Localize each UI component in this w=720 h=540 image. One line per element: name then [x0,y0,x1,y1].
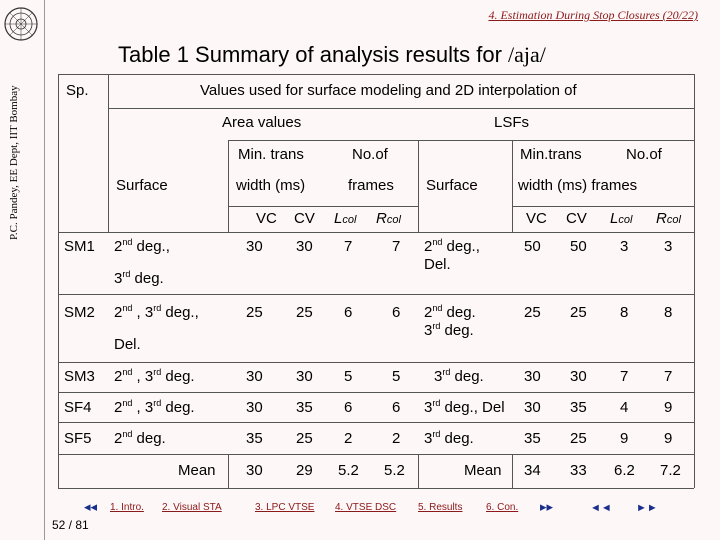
mean-rcol-2: 7.2 [660,462,681,479]
rcol-header-2: Rcol [656,210,681,227]
row-lcol: 5 [344,368,353,385]
row-rcol-2: 3 [664,238,673,255]
cv-header-2: CV [566,210,587,227]
row-vc-2: 25 [524,304,541,321]
row-surface-1: 2nd , 3rd deg. [114,398,195,416]
row-surface-2: 3rd deg. [424,429,474,447]
mean-vc-2: 34 [524,462,541,479]
row-vc-2: 30 [524,368,541,385]
row-lcol-2: 9 [620,430,629,447]
mean-label-2: Mean [464,462,502,479]
row-lcol: 7 [344,238,353,255]
lsfs-header: LSFs [494,114,530,131]
table-line [108,74,109,232]
row-rcol: 6 [392,399,401,416]
row-lcol: 6 [344,399,353,416]
row-cv-2: 25 [570,430,587,447]
row-vc-2: 50 [524,238,541,255]
nav-link-lpc-vtse[interactable]: 3. LPC VTSE [255,502,315,513]
mean-cv: 29 [296,462,313,479]
row-cv: 35 [296,399,313,416]
row-rcol: 6 [392,304,401,321]
forward-icon[interactable]: ▸▸ [540,499,554,514]
row-surface-2: 2nd deg., [424,237,480,255]
row-cv-2: 30 [570,368,587,385]
no-of-header: No.of [352,146,388,163]
min-trans-header-2: Min.trans [520,146,582,163]
table-line [58,392,694,393]
row-cv-2: 50 [570,238,587,255]
table-line [58,488,694,489]
area-values-header: Area values [222,114,302,131]
row-rcol-2: 9 [664,399,673,416]
row-vc: 30 [246,399,263,416]
next-icon[interactable]: ►► [636,502,658,514]
no-of-header-2: No.of [626,146,662,163]
back-icon[interactable]: ◂◂ [84,499,98,514]
mean-rcol: 5.2 [384,462,405,479]
width-frames-header-2: width (ms) frames [518,177,638,194]
table-line [228,454,229,488]
row-lcol-2: 3 [620,238,629,255]
nav-link-con[interactable]: 6. Con. [486,502,519,513]
row-rcol-2: 7 [664,368,673,385]
table-line [418,140,419,232]
nav-link-results[interactable]: 5. Results [418,502,463,513]
table-line [418,454,419,488]
row-sp: SM3 [64,368,95,385]
row-rcol: 7 [392,238,401,255]
row-surface-1b: Del. [114,336,141,353]
table-line [228,140,694,141]
row-vc-2: 30 [524,399,541,416]
row-cv: 30 [296,368,313,385]
row-surface-2: 3rd deg. [434,367,484,385]
table-line [694,74,695,488]
row-surface-2b: Del. [424,256,451,273]
width-header: width (ms) [236,177,306,194]
row-lcol: 2 [344,430,353,447]
mean-label: Mean [178,462,216,479]
row-lcol: 6 [344,304,353,321]
vc-header: VC [256,210,277,227]
table-line [58,422,694,423]
row-sp: SF5 [64,430,92,447]
vc-header-2: VC [526,210,547,227]
row-sp: SF4 [64,399,92,416]
title-text: Table 1 Summary of analysis results for [118,42,509,67]
row-vc: 30 [246,368,263,385]
row-cv-2: 25 [570,304,587,321]
row-cv-2: 35 [570,399,587,416]
row-surface-1: 2nd , 3rd deg., [114,303,199,321]
row-rcol: 5 [392,368,401,385]
surface-header-2: Surface [426,177,478,194]
sp-header: Sp. [66,82,89,99]
row-rcol: 2 [392,430,401,447]
row-lcol-2: 7 [620,368,629,385]
table-line [228,140,229,232]
lcol-header-2: Lcol [610,210,633,227]
row-vc: 30 [246,238,263,255]
row-cv: 25 [296,430,313,447]
row-sp: SM1 [64,238,95,255]
table-line [108,108,694,109]
table-line [512,140,513,232]
title-phone: /aja/ [508,42,546,67]
row-rcol-2: 9 [664,430,673,447]
table-line [58,232,694,233]
cv-header: CV [294,210,315,227]
author-text: P.C. Pandey, EE Dept, IIT Bombay [8,85,20,240]
table-line [228,206,418,207]
mean-vc: 30 [246,462,263,479]
row-vc-2: 35 [524,430,541,447]
row-lcol-2: 4 [620,399,629,416]
row-sp: SM2 [64,304,95,321]
min-trans-header: Min. trans [238,146,304,163]
nav-link-intro[interactable]: 1. Intro. [110,502,144,513]
table-line [512,454,513,488]
table-line [58,294,694,295]
mean-lcol: 5.2 [338,462,359,479]
mean-cv-2: 33 [570,462,587,479]
row-surface-1b: 3rd deg. [114,269,164,287]
mean-lcol-2: 6.2 [614,462,635,479]
surface-header: Surface [116,177,168,194]
page-title [118,42,546,68]
rcol-header: Rcol [376,210,401,227]
sidebar [0,0,45,540]
table-line [58,362,694,363]
row-cv: 25 [296,304,313,321]
page-number: 52 / 81 [52,518,89,532]
row-rcol-2: 8 [664,304,673,321]
nav-link-vtse-dsc[interactable]: 4. VTSE DSC [335,502,397,513]
row-vc: 35 [246,430,263,447]
row-lcol-2: 8 [620,304,629,321]
row-vc: 25 [246,304,263,321]
nav-link-visual-sta[interactable]: 2. Visual STA [162,502,222,513]
table-line [58,74,59,488]
row-surface-1: 2nd deg., [114,237,170,255]
row-surface-2b: 3rd deg. [424,321,474,339]
previous-icon[interactable]: ◄◄ [590,502,612,514]
frames-header: frames [348,177,394,194]
table-line [58,74,694,75]
iit-logo-icon [3,6,39,42]
row-surface-1: 2nd deg. [114,429,166,447]
section-link[interactable]: 4. Estimation During Stop Closures (20/22) [488,8,698,22]
row-surface-2: 3rd deg., Del [424,398,505,416]
lcol-header: Lcol [334,210,357,227]
row-cv: 30 [296,238,313,255]
table-line [58,454,694,455]
table-line [512,206,694,207]
row-surface-2: 2nd deg. [424,303,476,321]
row-surface-1: 2nd , 3rd deg. [114,367,195,385]
values-header: Values used for surface modeling and 2D interpolation of [200,82,577,99]
